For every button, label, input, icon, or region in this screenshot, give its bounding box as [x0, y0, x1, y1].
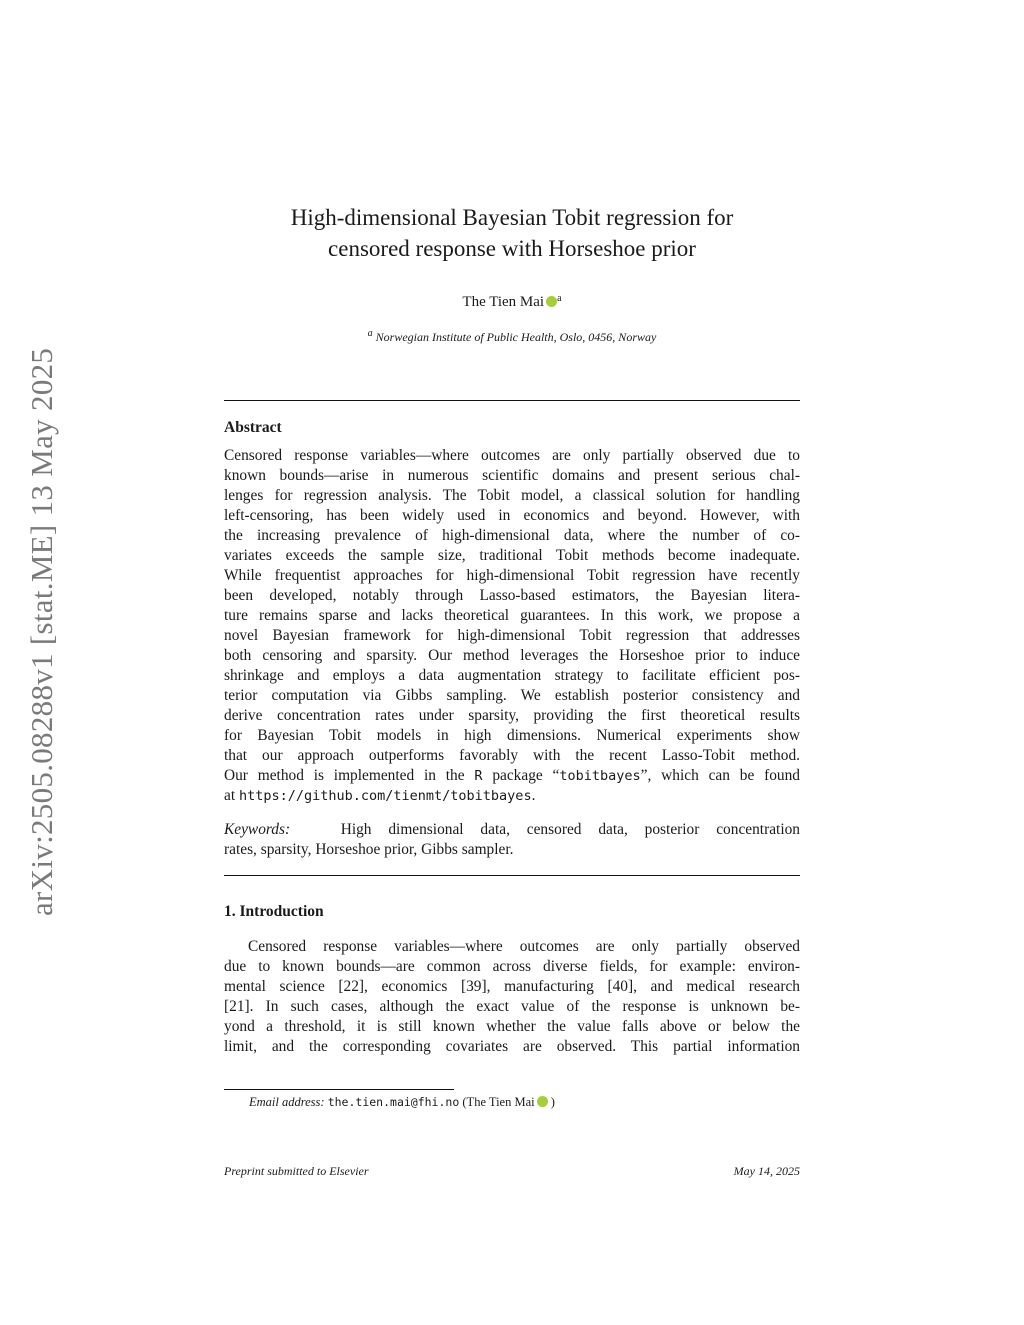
affiliation-mark: a	[367, 328, 373, 339]
introduction-heading: 1. Introduction	[224, 903, 324, 920]
introduction-body	[224, 937, 800, 1057]
email-label: Email address:	[249, 1095, 325, 1109]
abstract-line-package	[224, 766, 800, 786]
author-line	[224, 289, 800, 312]
abstract-line: been developed, notably through Lasso-based estimators, the Bayesian litera-	[224, 587, 800, 604]
abstract-body	[224, 446, 800, 806]
abstract-line: terior computation via Gibbs sampling. We establish posterior consistency and	[224, 687, 800, 704]
intro-line: limit, and the corresponding covariates are observed. This partial information	[224, 1038, 800, 1055]
footer-date: May 14, 2025	[733, 1164, 800, 1178]
abstract-line: that our approach outperforms favorably with the recent Lasso-Tobit method.	[224, 747, 800, 764]
author-name: The Tien Mai	[462, 294, 545, 310]
author-affiliation-mark: a	[557, 293, 562, 304]
footnote-close: )	[550, 1095, 555, 1109]
keywords	[224, 820, 800, 860]
keywords-text-1: High dimensional data, censored data, posterior concentration	[340, 821, 800, 838]
affiliation	[224, 326, 800, 345]
abstract-bottom-rule	[224, 875, 800, 876]
github-url-link[interactable]: https://github.com/tienmt/tobitbayes	[238, 788, 532, 804]
footnote-name: (The Tien Mai	[462, 1095, 535, 1109]
keywords-label: Keywords:	[224, 821, 291, 838]
abstract-line: derive concentration rates under sparsity, providing the first theoretical results	[224, 707, 800, 724]
arxiv-identifier-stamp: arXiv:2505.08288v1 [stat.ME] 13 May 2025	[24, 347, 59, 916]
abstract-line: novel Bayesian framework for high-dimensional Tobit regression that addresses	[224, 627, 800, 644]
title-line-1: High-dimensional Bayesian Tobit regression for	[290, 205, 734, 230]
abstract-line: While frequentist approaches for high-dimensional Tobit regression have recently	[224, 567, 800, 584]
footer-preprint-note: Preprint submitted to Elsevier	[224, 1164, 369, 1178]
abstract-heading: Abstract	[224, 419, 282, 436]
package-text-pre: Our method is implemented in the	[224, 767, 475, 784]
abstract-line: variates exceeds the sample size, traditional Tobit methods become inadequate.	[224, 547, 800, 564]
intro-line: mental science [22], economics [39], manufacturing [40], and medical research	[224, 978, 800, 995]
intro-line: due to known bounds—are common across diverse fields, for example: environ-	[224, 958, 800, 975]
affiliation-text: Norwegian Institute of Public Health, Oslo, 0456, Norway	[375, 330, 657, 344]
abstract-line: known bounds—arise in numerous scientific domains and present serious chal-	[224, 467, 800, 484]
footnote	[249, 1094, 555, 1111]
package-text-post: ”, which can be found	[640, 767, 800, 784]
orcid-icon[interactable]	[537, 1096, 548, 1107]
abstract-line: ture remains sparse and lacks theoretical guarantees. In this work, we propose a	[224, 607, 800, 624]
url-text-post: .	[531, 787, 536, 804]
abstract-line: lenges for regression analysis. The Tobit model, a classical solution for handling	[224, 487, 800, 504]
paper-title	[224, 202, 800, 264]
abstract-line: Censored response variables—where outcomes are only partially observed due to	[224, 447, 800, 464]
package-text-mid: package “	[482, 767, 560, 784]
intro-line: yond a threshold, it is still known whether the value falls above or below the	[224, 1018, 800, 1035]
abstract-top-rule	[224, 400, 800, 401]
intro-line: [21]. In such cases, although the exact value of the response is unknown be-	[224, 998, 800, 1015]
email-address-link[interactable]: the.tien.mai@fhi.no	[327, 1095, 460, 1109]
abstract-line: for Bayesian Tobit models in high dimensions. Numerical experiments show	[224, 727, 800, 744]
title-line-2: censored response with Horseshoe prior	[328, 236, 696, 261]
abstract-line-url	[224, 786, 800, 806]
abstract-line: both censoring and sparsity. Our method leverages the Horseshoe prior to induce	[224, 647, 800, 664]
abstract-line: the increasing prevalence of high-dimensional data, where the number of co-	[224, 527, 800, 544]
package-name: tobitbayes	[559, 768, 641, 784]
footnote-rule	[224, 1089, 454, 1090]
keywords-line-2: rates, sparsity, Horseshoe prior, Gibbs sampler.	[224, 841, 514, 858]
orcid-icon[interactable]	[546, 296, 557, 307]
r-language-name: R	[474, 768, 483, 784]
abstract-line: shrinkage and employs a data augmentation strategy to facilitate efficient pos-	[224, 667, 800, 684]
intro-line: Censored response variables—where outcomes are only partially observed	[248, 938, 800, 955]
url-text-pre: at	[224, 787, 239, 804]
keywords-line-1	[224, 820, 800, 840]
abstract-line: left-censoring, has been widely used in economics and beyond. However, with	[224, 507, 800, 524]
